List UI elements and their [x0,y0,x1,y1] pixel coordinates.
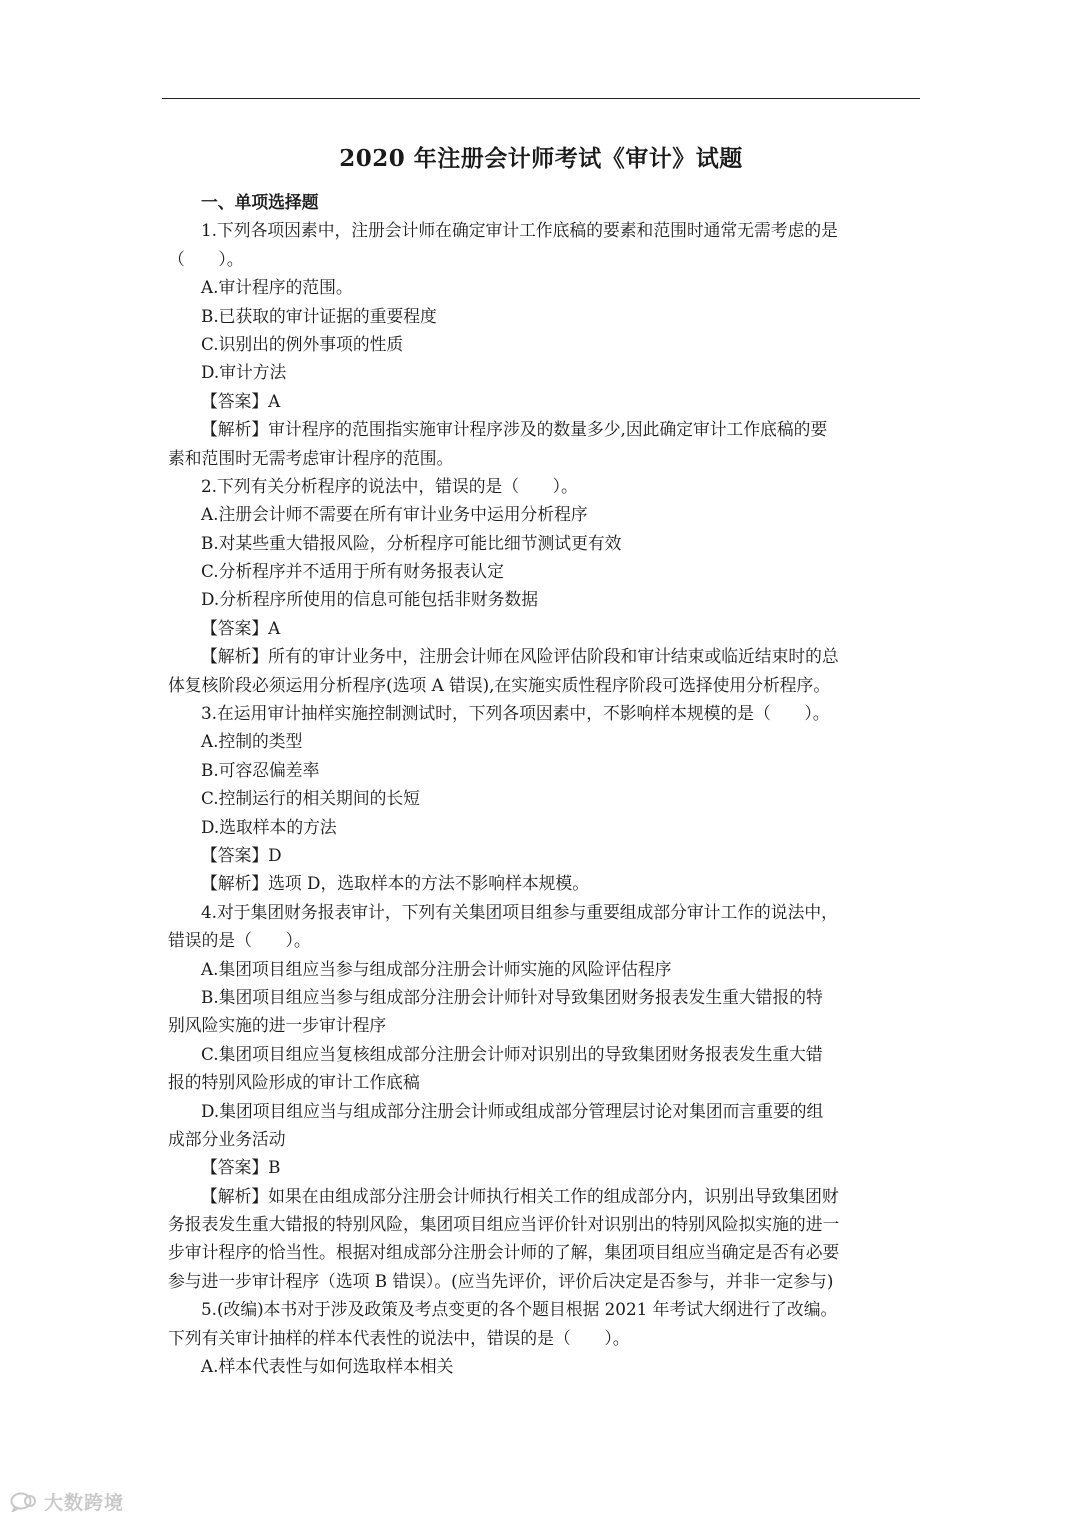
document-line: 【解析】所有的审计业务中，注册会计师在风险评估阶段和审计结束或临近结束时的总 [201,646,839,667]
document-line: 下列有关审计抽样的样本代表性的说法中，错误的是（ ）。 [168,1327,630,1348]
document-line: 【答案】B [201,1157,281,1178]
document-line: 【解析】如果在由组成部分注册会计师执行相关工作的组成部分内，识别出导致集团财 [201,1185,839,1206]
document-line: 务报表发生重大错报的特别风险，集团项目组应当评价针对识别出的特别风险拟实施的进一 [168,1214,840,1235]
document-line: A.样本代表性与如何选取样本相关 [201,1356,454,1377]
document-line: B.对某些重大错报风险，分析程序可能比细节测试更有效 [201,532,622,553]
document-line: 报的特别风险形成的审计工作底稿 [168,1072,420,1093]
document-line: 1.下列各项因素中，注册会计师在确定审计工作底稿的要素和范围时通常无需考虑的是 [201,220,838,241]
document-line: （ ）。 [168,248,244,269]
document-line: B.已获取的审计证据的重要程度 [201,305,437,326]
document-line: 【答案】A [201,617,281,638]
document-line: 错误的是（ ）。 [168,930,311,951]
document-line: 【解析】选项 D，选取样本的方法不影响样本规模。 [201,873,589,894]
document-line: D.审计方法 [201,362,287,383]
document-line: A.审计程序的范围。 [201,277,353,298]
document-line: 【解析】审计程序的范围指实施审计程序涉及的数量多少,因此确定审计工作底稿的要 [201,419,828,440]
document-line: 成部分业务活动 [168,1128,286,1149]
document-line: D.集团项目组应当与组成部分注册会计师或组成部分管理层讨论对集团而言重要的组 [201,1100,824,1121]
document-line: B.可容忍偏差率 [201,759,320,780]
section-heading: 一、单项选择题 [201,192,319,212]
document-line: A.控制的类型 [201,731,303,752]
document-line: B.集团项目组应当参与组成部分注册会计师针对导致集团财务报表发生重大错报的特 [201,986,823,1007]
document-line: 体复核阶段必须运用分析程序(选项 A 错误),在实施实质性程序阶段可选择使用分析程序。 [168,674,831,695]
document-line: 素和范围时无需考虑审计程序的范围。 [168,447,454,468]
document-line: 参与进一步审计程序（选项 B 错误）。(应当先评价，评价后决定是否参与，并非一定参与) [168,1270,834,1291]
brand-watermark [10,1488,124,1515]
document-line: A.集团项目组应当参与组成部分注册会计师实施的风险评估程序 [201,958,672,979]
speech-bubble-logo-icon [10,1492,38,1512]
document-line: 【答案】D [201,844,282,865]
document-line: 4.对于集团财务报表审计，下列有关集团项目组参与重要组成部分审计工作的说法中， [201,901,838,922]
document-line: D.选取样本的方法 [201,816,337,837]
document-line: C.控制运行的相关期间的长短 [201,788,420,809]
document-line: 3.在运用审计抽样实施控制测试时，下列各项因素中，不影响样本规模的是（ ）。 [201,703,830,724]
document-line: C.分析程序并不适用于所有财务报表认定 [201,561,504,582]
document-body [168,188,920,1380]
document-line: A.注册会计师不需要在所有审计业务中运用分析程序 [201,504,588,525]
document-line: 【答案】A [201,390,281,411]
document-line: 2.下列有关分析程序的说法中，错误的是（ ）。 [201,475,578,496]
document-line: D.分析程序所使用的信息可能包括非财务数据 [201,589,539,610]
document-line: 5.(改编)本书对于涉及政策及考点变更的各个题目根据 2021 年考试大纲进行了改编。 [201,1299,838,1320]
document-title: 2020 年注册会计师考试《审计》试题 [339,145,743,172]
document-lines [168,216,920,1380]
brand-text: 大数跨境 [44,1492,125,1514]
document-line: 别风险实施的进一步审计程序 [168,1015,387,1036]
document-line: 步审计程序的恰当性。根据对组成部分注册会计师的了解，集团项目组应当确定是否有必要 [168,1242,840,1263]
header-rule [162,98,920,99]
document-line: C.集团项目组应当复核组成部分注册会计师对识别出的导致集团财务报表发生重大错 [201,1043,823,1064]
document-line: C.识别出的例外事项的性质 [201,333,404,354]
